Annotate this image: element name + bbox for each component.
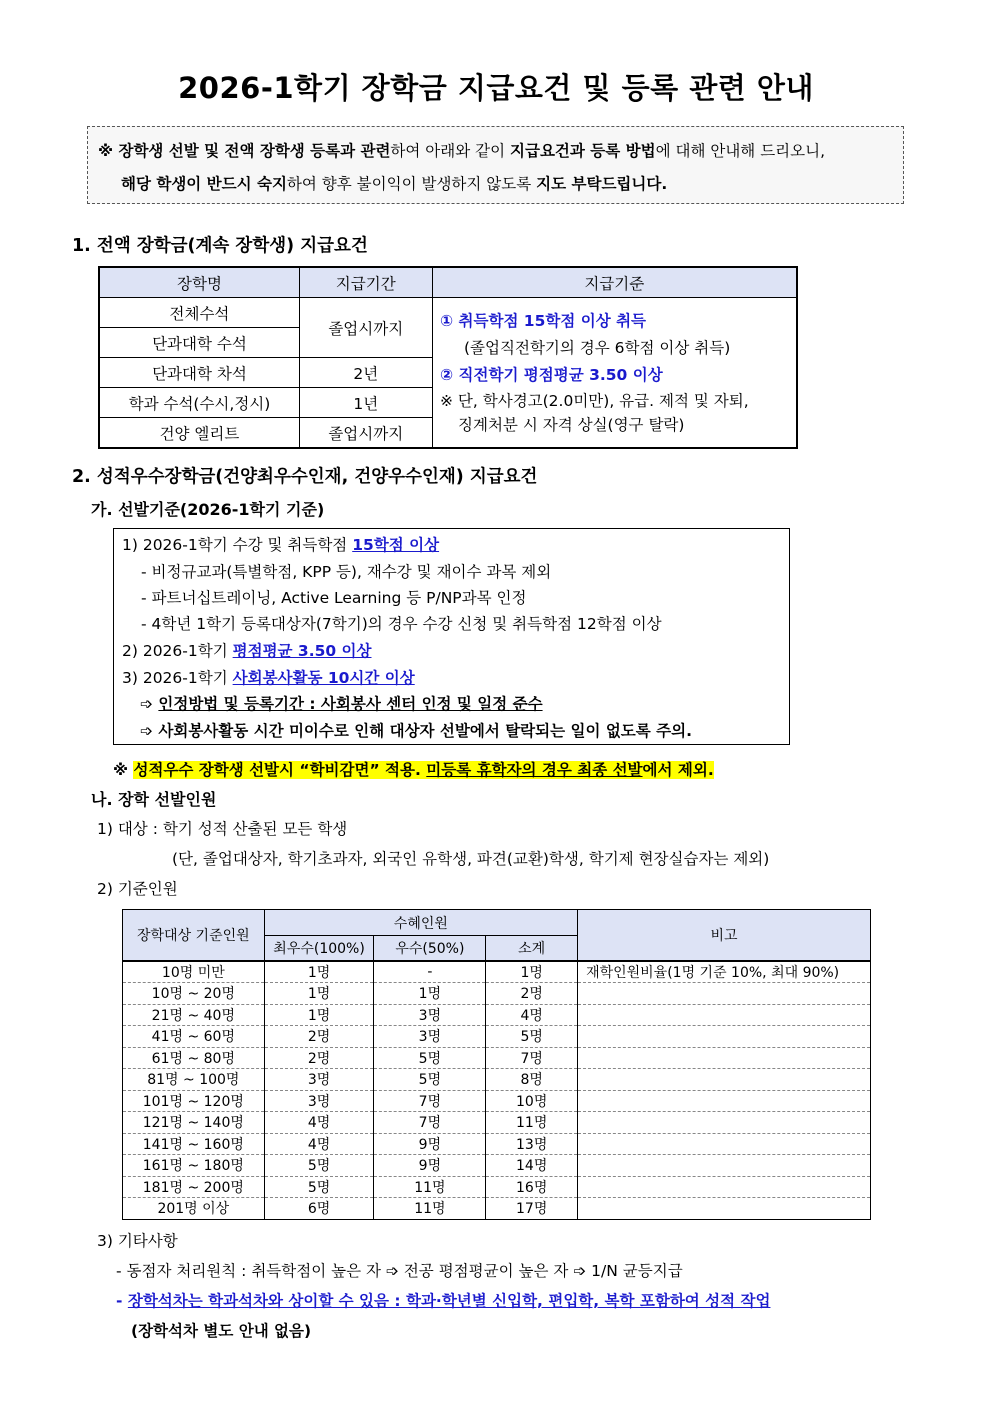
cell-sum: 8명 (486, 1069, 578, 1091)
cell-good: 3명 (374, 1004, 486, 1026)
cell-top: 4명 (264, 1112, 374, 1134)
cell-sum: 17명 (486, 1198, 578, 1220)
note-mark: ※ (113, 761, 134, 779)
cell-note (578, 1069, 871, 1091)
etc-tiebreak: - 동점자 처리원칙 : 취득학점이 높은 자 ➩ 전공 평점평균이 높은 자 ➩ 1/N 균등지급 (116, 1262, 683, 1280)
cell-top: 2명 (264, 1047, 374, 1069)
table-row (123, 961, 871, 983)
cell-top: 1명 (264, 983, 374, 1005)
cell-good: - (374, 961, 486, 983)
target-text: 1) 대상 : 학기 성적 산출된 모든 학생 (97, 820, 348, 838)
col-header-period: 지급기간 (299, 267, 432, 298)
col-header-criteria: 지급기준 (432, 267, 797, 298)
cell-good: 7명 (374, 1112, 486, 1134)
criteria-line: - 비정규교과(특별학점, KPP 등), 재수강 및 재이수 과목 제외 (141, 563, 552, 581)
scholarship-period: 졸업시까지 (299, 418, 432, 449)
cell-good: 11명 (374, 1176, 486, 1198)
notice-text: 하여 향후 불이익이 발생하지 않도록 (286, 175, 537, 193)
section-1-heading: 1. 전액 장학금(계속 장학생) 지급요건 (72, 236, 368, 256)
notice-text: 하여 아래와 같이 (390, 142, 511, 160)
criteria-line (140, 692, 543, 714)
etc-rank-note (116, 1289, 770, 1311)
cell-base: 10명 ~ 20명 (123, 983, 265, 1005)
notice-bold: ※ 장학생 선발 및 전액 장학생 등록과 관련 (98, 142, 391, 160)
scholarship-name: 단과대학 차석 (99, 358, 299, 388)
cell-note (578, 1026, 871, 1048)
cell-note (578, 1176, 871, 1198)
note-highlight: 성적우수 장학생 선발시 “학비감면” 적용. (133, 761, 427, 779)
notice-bold: 지급요건과 등록 방법 (510, 142, 656, 160)
selection-note (113, 758, 714, 780)
subsection-a-heading: 가. 선발기준(2026-1학기 기준) (91, 500, 325, 519)
criteria-line (122, 666, 415, 688)
table-row (123, 1112, 871, 1134)
col-header-sum: 소계 (486, 936, 578, 961)
cell-sum: 7명 (486, 1047, 578, 1069)
cell-sum: 11명 (486, 1112, 578, 1134)
table-row (123, 1004, 871, 1026)
etc-dash: - (116, 1292, 128, 1310)
cell-note (578, 1004, 871, 1026)
criteria-highlight: 15학점 이상 (352, 536, 440, 554)
cell-base: 10명 미만 (123, 961, 265, 983)
cell-good: 5명 (374, 1047, 486, 1069)
cell-sum: 14명 (486, 1155, 578, 1177)
cell-note: 재학인원비율(1명 기준 10%, 최대 90%) (578, 961, 871, 983)
criteria-note: ※ 단, 학사경고(2.0미만), 유급. 제적 및 자퇴, (440, 392, 749, 410)
col-header-recipients: 수혜인원 (264, 910, 577, 936)
target-note: (단, 졸업대상자, 학기초과자, 외국인 유학생, 파견(교환)학생, 학기제 현장실습자는 제외) (172, 850, 770, 868)
scholarship-name: 학과 수석(수시,정시) (99, 388, 299, 418)
criteria-line (122, 533, 439, 555)
col-header-note: 비고 (578, 910, 871, 961)
table-row (123, 1198, 871, 1220)
scholarship-name: 단과대학 수석 (99, 328, 299, 358)
cell-base: 141명 ~ 160명 (123, 1133, 265, 1155)
etc-highlight: 장학석차는 학과석차와 상이할 수 있음 : 학과·학년별 신입학, 편입학, 복학 포함하여 성적 작업 (127, 1292, 771, 1310)
scholarship-period: 졸업시까지 (299, 298, 432, 358)
cell-note (578, 1047, 871, 1069)
notice-box (87, 126, 904, 204)
cell-top: 4명 (264, 1133, 374, 1155)
cell-top: 3명 (264, 1069, 374, 1091)
criteria-text: 인정방법 및 등록기간 : 사회봉사 센터 인정 및 일정 준수 (158, 695, 543, 713)
table-row (123, 983, 871, 1005)
cell-base: 21명 ~ 40명 (123, 1004, 265, 1026)
table-row (123, 1090, 871, 1112)
cell-note (578, 1133, 871, 1155)
criteria-note: (졸업직전학기의 경우 6학점 이상 취득) (464, 339, 731, 357)
criteria-text: 3) 2026-1학기 (122, 669, 233, 687)
cell-note (578, 1198, 871, 1220)
cell-sum: 4명 (486, 1004, 578, 1026)
etc-label: 3) 기타사항 (97, 1232, 178, 1250)
cell-top: 5명 (264, 1155, 374, 1177)
notice-line-2 (121, 172, 667, 194)
table-row (123, 1133, 871, 1155)
col-header-base: 장학대상 기준인원 (123, 910, 265, 961)
cell-good: 5명 (374, 1069, 486, 1091)
cell-top: 2명 (264, 1026, 374, 1048)
cell-base: 101명 ~ 120명 (123, 1090, 265, 1112)
cell-base: 41명 ~ 60명 (123, 1026, 265, 1048)
cell-top: 6명 (264, 1198, 374, 1220)
table-row (123, 1176, 871, 1198)
cell-base: 81명 ~ 100명 (123, 1069, 265, 1091)
quota-table (122, 909, 871, 1220)
cell-top: 1명 (264, 1004, 374, 1026)
quota-label: 2) 기준인원 (97, 880, 178, 898)
cell-top: 1명 (264, 961, 374, 983)
notice-text: 에 대해 안내해 드리오니, (655, 142, 826, 160)
criteria-list (436, 308, 749, 436)
criteria-highlight: 사회봉사활동 10시간 이상 (232, 669, 415, 687)
col-header-good: 우수(50%) (374, 936, 486, 961)
col-header-name: 장학명 (99, 267, 299, 298)
cell-good: 11명 (374, 1198, 486, 1220)
table-row (123, 1069, 871, 1091)
cell-note (578, 983, 871, 1005)
criteria-item: ① 취득학점 15학점 이상 취득 (440, 312, 647, 330)
cell-base: 161명 ~ 180명 (123, 1155, 265, 1177)
criteria-text: 1) 2026-1학기 수강 및 취득학점 (122, 536, 353, 554)
criteria-line: ➩ 사회봉사활동 시간 미이수로 인해 대상자 선발에서 탈락되는 일이 없도록 주의. (140, 722, 692, 740)
arrow-icon: ➩ (140, 695, 159, 713)
scholarship-period: 1년 (299, 388, 432, 418)
notice-bold: 지도 부탁드립니다. (536, 175, 668, 193)
cell-sum: 16명 (486, 1176, 578, 1198)
criteria-line: - 4학년 1학기 등록대상자(7학기)의 경우 수강 신청 및 취득학점 12학점 이상 (141, 615, 662, 633)
cell-good: 7명 (374, 1090, 486, 1112)
notice-bold: 해당 학생이 반드시 숙지 (121, 175, 287, 193)
cell-base: 201명 이상 (123, 1198, 265, 1220)
cell-sum: 10명 (486, 1090, 578, 1112)
page-title: 2026-1학기 장학금 지급요건 및 등록 관련 안내 (178, 71, 814, 105)
subsection-b-heading: 나. 장학 선발인원 (91, 790, 217, 809)
selection-criteria-box (113, 528, 790, 745)
scholarship-name: 전체수석 (99, 298, 299, 328)
cell-base: 121명 ~ 140명 (123, 1112, 265, 1134)
note-highlight: 에서 제외. (642, 761, 714, 779)
criteria-line (122, 639, 372, 661)
cell-top: 3명 (264, 1090, 374, 1112)
table-row (123, 1155, 871, 1177)
cell-sum: 5명 (486, 1026, 578, 1048)
cell-base: 181명 ~ 200명 (123, 1176, 265, 1198)
cell-good: 9명 (374, 1155, 486, 1177)
criteria-highlight: 평점평균 3.50 이상 (232, 642, 372, 660)
cell-top: 5명 (264, 1176, 374, 1198)
cell-note (578, 1090, 871, 1112)
note-highlight: 미등록 휴학자의 경우 최종 선발 (426, 761, 643, 779)
criteria-note: 징계처분 시 자격 상실(영구 탈락) (458, 416, 685, 434)
notice-line-1 (98, 139, 825, 161)
scholarship-name: 건양 엘리트 (99, 418, 299, 449)
criteria-item: ② 직전학기 평점평균 3.50 이상 (440, 366, 663, 384)
table-row (123, 1026, 871, 1048)
criteria-text: 2) 2026-1학기 (122, 642, 233, 660)
cell-good: 1명 (374, 983, 486, 1005)
criteria-line: - 파트너십트레이닝, Active Learning 등 P/NP과목 인정 (141, 589, 527, 607)
table-row (123, 1047, 871, 1069)
cell-note (578, 1155, 871, 1177)
cell-good: 3명 (374, 1026, 486, 1048)
col-header-top: 최우수(100%) (264, 936, 374, 961)
cell-base: 61명 ~ 80명 (123, 1047, 265, 1069)
etc-rank-footnote: (장학석차 별도 안내 없음) (131, 1322, 312, 1340)
cell-sum: 1명 (486, 961, 578, 983)
scholarship-period: 2년 (299, 358, 432, 388)
cell-good: 9명 (374, 1133, 486, 1155)
section-2-heading: 2. 성적우수장학금(건양최우수인재, 건양우수인재) 지급요건 (72, 467, 538, 487)
cell-note (578, 1112, 871, 1134)
cell-sum: 13명 (486, 1133, 578, 1155)
cell-sum: 2명 (486, 983, 578, 1005)
